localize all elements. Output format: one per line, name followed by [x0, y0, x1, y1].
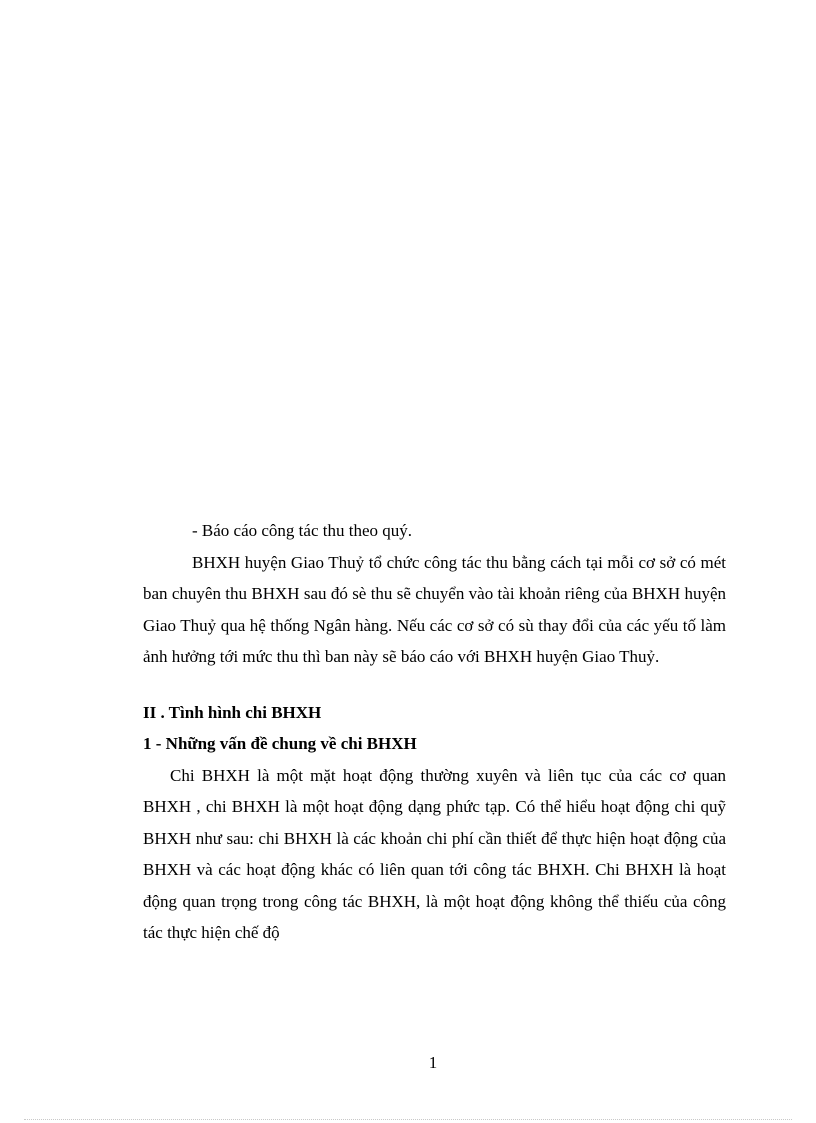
paragraph-bhxh-spending: Chi BHXH là một mặt hoạt động thường xuyên và liên tục của các cơ quan BHXH , chi BHXH là một hoạt động dạng phức tạp. Có thể hiểu hoạt động chi quỹ BHXH như sau: chi BHXH là các khoản chi phí cần thiết để thực hiện hoạt động của BHXH và các hoạt động khác có liên quan tới công tác BHXH. Chi BHXH là hoạt động quan trọng trong công tác BHXH, là một hoạt động không thể thiếu của công tác thực hiện chế độ	[143, 765, 726, 942]
subsection-heading: 1 - Những vấn đề chung về chi BHXH	[143, 734, 417, 753]
paragraph-gap	[143, 673, 726, 697]
page-number: 1	[428, 1053, 438, 1072]
section-heading: II . Tình hình chi BHXH	[143, 702, 322, 722]
paragraph-collection-method: BHXH huyện Giao Thuỷ tổ chức công tác thu bằng cách tại mỗi cơ sở có mét ban chuyên thu BHXH sau đó sè thu sẽ chuyển vào tài khoản riêng của BHXH huyện Giao Thuỷ qua hệ thống Ngân hàng. Nếu các cơ sở có sù thay đổi của các yếu tố làm ảnh hưởng tới mức thu thì ban này sẽ báo cáo với BHXH huyện Giao Thuỷ.	[143, 552, 726, 666]
bullet-line: - Báo cáo công tác thu theo quý.	[192, 521, 412, 540]
page-bottom-divider	[24, 1119, 792, 1120]
document-body	[143, 515, 726, 949]
